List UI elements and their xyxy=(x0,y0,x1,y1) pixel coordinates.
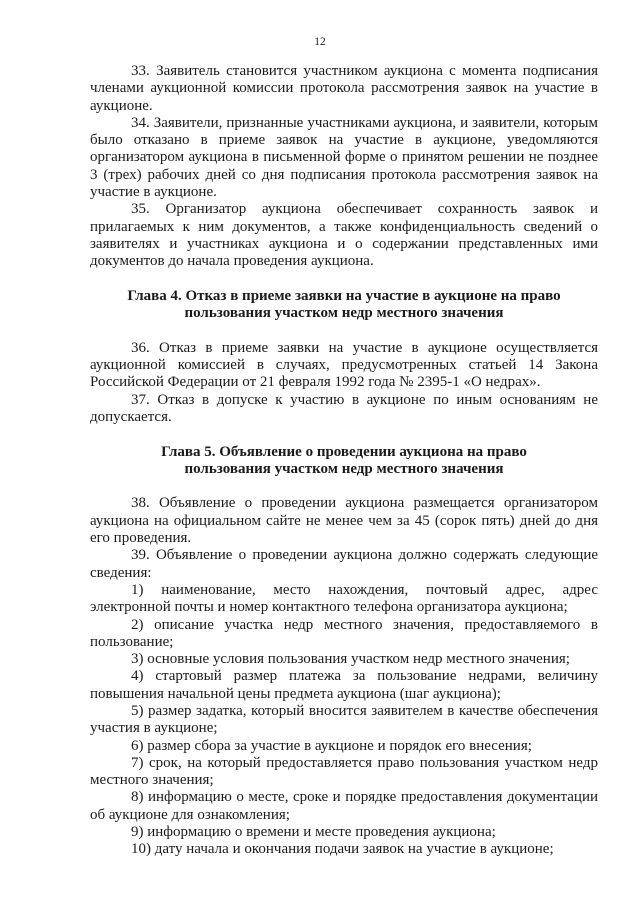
list-item-4: 4) стартовый размер платежа за пользование недрами, величину повышения начальной цены предмета аукциона (шаг аукциона); xyxy=(90,668,598,702)
paragraph-37: 37. Отказ в допуске к участию в аукционе по иным основаниям не допускается. xyxy=(90,391,598,425)
list-item-5: 5) размер задатка, который вносится заявителем в качестве обеспечения участия в аукционе; xyxy=(90,702,598,737)
list-item-3: 3) основные условия пользования участком недр местного значения; xyxy=(131,651,570,668)
page-number: 12 xyxy=(314,36,326,48)
paragraph-35: 35. Организатор аукциона обеспечивает сохранность заявок и прилагаемых к ним документов, а также конфиденциальность сведений о заявителях и участниках аукциона и о содержании представленных ими документов до начала проведения аукциона. xyxy=(90,201,598,270)
paragraph-34: 34. Заявители, признанные участниками аукциона, и заявители, которым было отказано в приеме заявок на участие в аукционе, уведомляются организатором аукциона в письменной форме о принятом решении не позднее 3 (трех) рабочих дней со дня подписания протокола рассмотрения заявок на участие в аукционе. xyxy=(90,114,598,201)
paragraph-39: 39. Объявление о проведении аукциона должно содержать следующие сведения: xyxy=(90,547,598,581)
chapter-5-heading xyxy=(90,444,598,479)
list-item-6: 6) размер сбора за участие в аукционе и порядок его внесения; xyxy=(131,737,532,754)
page-content xyxy=(90,63,598,859)
list-item-1: 1) наименование, место нахождения, почтовый адрес, адрес электронной почты и номер контактного телефона организатора аукциона; xyxy=(90,581,598,616)
list-item-7: 7) срок, на который предоставляется право пользования участком недр местного значения; xyxy=(90,754,598,789)
paragraph-38: 38. Объявление о проведении аукциона размещается организатором аукциона на официальном сайте не менее чем за 45 (сорок пять) дней до дня его проведения. xyxy=(90,495,598,547)
chapter-5-heading-line-1: Глава 5. Объявление о проведении аукциона на право xyxy=(161,443,527,460)
list-item-10: 10) дату начала и окончания подачи заявок на участие в аукционе; xyxy=(131,841,554,858)
list-item-9: 9) информацию о времени и месте проведения аукциона; xyxy=(131,824,496,841)
paragraph-33: 33. Заявитель становится участником аукциона с момента подписания членами аукционной комиссии протокола рассмотрения заявок на участие в аукционе. xyxy=(90,63,598,114)
chapter-4-heading xyxy=(90,288,598,323)
list-item-8: 8) информацию о месте, сроке и порядке предоставления документации об аукционе для ознакомления; xyxy=(90,789,598,823)
chapter-4-heading-line-2: пользования участком недр местного значения xyxy=(184,305,504,322)
list-item-2: 2) описание участка недр местного значения, предоставляемого в пользование; xyxy=(90,616,598,650)
paragraph-36: 36. Отказ в приеме заявки на участие в аукционе осуществляется аукционной комиссией в случаях, предусмотренных статьей 14 Закона Российской Федерации от 21 февраля 1992 года № 2395-1 «О недрах». xyxy=(90,339,598,391)
chapter-5-heading-line-2: пользования участком недр местного значения xyxy=(184,460,504,477)
chapter-4-heading-line-1: Глава 4. Отказ в приеме заявки на участие в аукционе на право xyxy=(127,287,561,304)
